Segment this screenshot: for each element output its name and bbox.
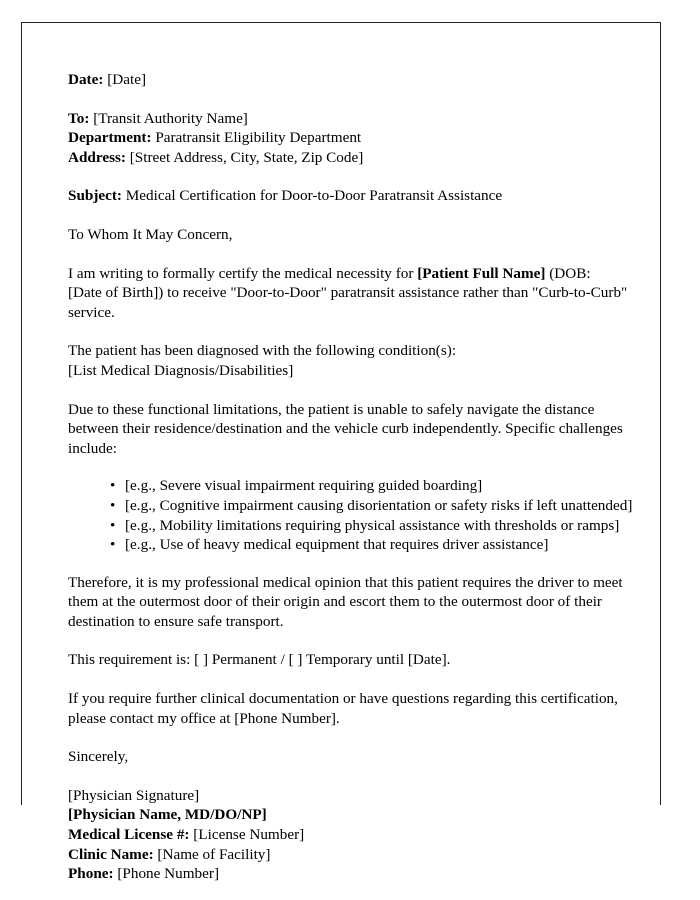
- spacer: [68, 381, 648, 400]
- salutation: To Whom It May Concern,: [68, 225, 233, 243]
- physician-name-row: [68, 805, 648, 825]
- paragraph-1: [68, 264, 628, 323]
- spacer: [68, 631, 648, 650]
- license-row: [68, 825, 648, 845]
- list-item: [110, 496, 695, 516]
- diagnosis-placeholder: [List Medical Diagnosis/Disabilities]: [68, 361, 294, 379]
- bullet-text: [e.g., Cognitive impairment causing disorientation or safety risks if left unattended]: [125, 496, 633, 514]
- paragraph-opinion: [68, 573, 648, 632]
- recipient-block: [68, 109, 648, 168]
- date-row: [68, 70, 648, 90]
- bullet-text: [e.g., Use of heavy medical equipment that requires driver assistance]: [125, 536, 549, 554]
- diagnosis-intro: The patient has been diagnosed with the following condition(s):: [68, 342, 457, 360]
- physician-name: [Physician Name, MD/DO/NP]: [68, 806, 267, 824]
- paragraph-duration: [68, 650, 648, 670]
- list-item: [110, 476, 695, 496]
- license-label: Medical License #:: [68, 826, 190, 844]
- paragraph-contact: [68, 689, 648, 728]
- document-page: [21, 22, 661, 883]
- spacer: [68, 206, 648, 225]
- sign-off-block: [68, 747, 648, 767]
- spacer: [68, 555, 648, 573]
- bullet-text: [e.g., Mobility limitations requiring physical assistance with thresholds or ramps]: [125, 516, 620, 534]
- department-value: Paratransit Eligibility Department: [155, 129, 362, 147]
- signature-block: [68, 786, 648, 884]
- paragraph-diagnosis: [68, 341, 648, 380]
- para1-after: (DOB: [Date of Birth]) to receive "Door-to-Door" paratransit assistance rather than "Curb-to-Curb" service.: [68, 264, 628, 321]
- phone-value: [Phone Number]: [117, 865, 220, 883]
- letter-body: [68, 70, 648, 884]
- spacer: [68, 245, 648, 264]
- department-row: [68, 128, 648, 148]
- paragraph-limitations: [68, 400, 648, 459]
- spacer: [68, 670, 648, 689]
- spacer: [68, 322, 648, 341]
- date-line: [68, 70, 648, 90]
- department-label: Department:: [68, 129, 152, 147]
- clinic-row: [68, 845, 648, 865]
- contact-text: If you require further clinical documentation or have questions regarding this certification, please contact my office at [Phone Number].: [68, 690, 618, 727]
- subject-row: [68, 186, 648, 206]
- license-value: [License Number]: [193, 826, 305, 844]
- phone-row: [68, 864, 648, 884]
- bullet-text: [e.g., Severe visual impairment requiring guided boarding]: [125, 477, 483, 495]
- opinion-text: Therefore, it is my professional medical opinion that this patient requires the driver to meet them at the outermost door of their origin and escort them to the outermost door of their destination to ensure safe transport.: [68, 573, 623, 630]
- date-label: Date:: [68, 71, 104, 88]
- signature-placeholder: [Physician Signature]: [68, 786, 200, 804]
- duration-text: This requirement is: [ ] Permanent / [ ] Temporary until [Date].: [68, 651, 451, 669]
- spacer: [68, 90, 648, 109]
- to-row: [68, 109, 648, 129]
- patient-full-name-placeholder: [Patient Full Name]: [417, 264, 546, 282]
- clinic-label: Clinic Name:: [68, 845, 154, 863]
- para1-before: I am writing to formally certify the medical necessity for: [68, 264, 418, 282]
- spacer: [68, 767, 648, 786]
- subject-value: Medical Certification for Door-to-Door Paratransit Assistance: [125, 187, 503, 205]
- subject-label: Subject:: [68, 187, 122, 205]
- sign-off: Sincerely,: [68, 748, 129, 766]
- spacer: [68, 728, 648, 747]
- address-label: Address:: [68, 148, 126, 166]
- address-value: [Street Address, City, State, Zip Code]: [129, 148, 364, 166]
- limitations-text: Due to these functional limitations, the patient is unable to safely navigate the distance between their residence/destination and the vehicle curb independently. Specific challenges include:: [68, 400, 623, 457]
- clinic-value: [Name of Facility]: [157, 845, 271, 863]
- spacer: [68, 458, 648, 476]
- date-value: [Date]: [107, 71, 147, 88]
- list-item: [110, 516, 695, 536]
- subject-block: [68, 186, 648, 206]
- paragraph-certification: [68, 264, 648, 323]
- salutation-block: [68, 225, 648, 245]
- spacer: [68, 167, 648, 186]
- challenges-list: [68, 476, 695, 554]
- to-label: To:: [68, 109, 90, 127]
- phone-label: Phone:: [68, 865, 114, 883]
- address-row: [68, 148, 648, 168]
- to-value: [Transit Authority Name]: [93, 109, 248, 127]
- list-item: [110, 535, 695, 555]
